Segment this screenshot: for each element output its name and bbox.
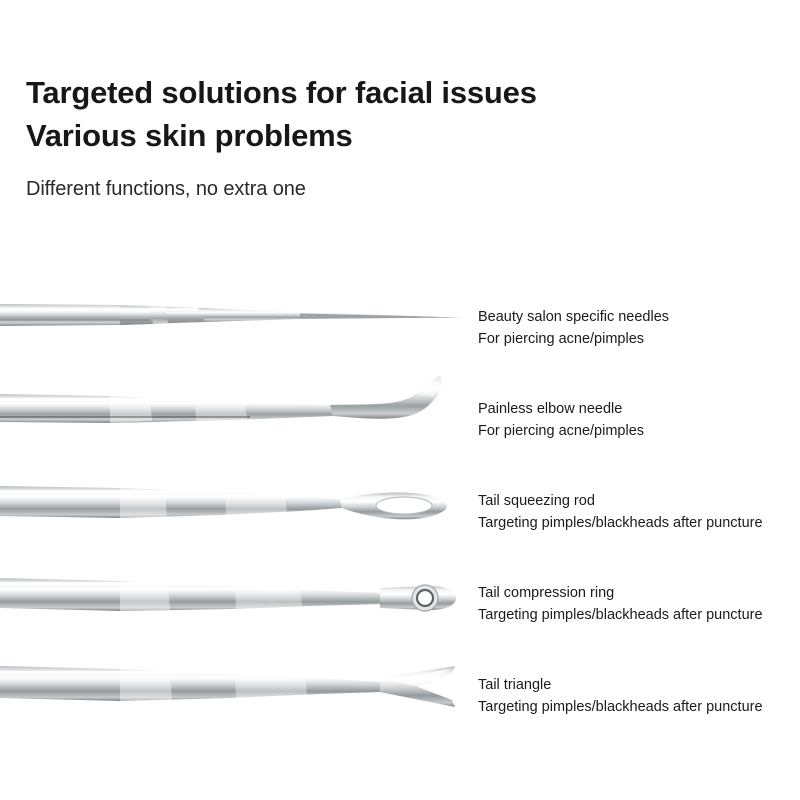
headline-line-1: Targeted solutions for facial issues [26, 75, 537, 110]
subheadline: Different functions, no extra one [26, 177, 306, 200]
tool-title: Tail triangle [478, 677, 552, 693]
tool-title: Tail compression ring [478, 585, 615, 601]
tool-row [0, 364, 800, 456]
compression-ring-tool-image [0, 548, 480, 640]
tool-row [0, 640, 800, 732]
tool-title: Beauty salon specific needles [478, 309, 670, 325]
tool-list [0, 272, 800, 732]
tool-row [0, 548, 800, 640]
tool-description: For piercing acne/pimples [478, 423, 645, 440]
needle-tool-image [0, 272, 480, 364]
tool-description: Targeting pimples/blackheads after puncture [478, 515, 763, 532]
tool-label-group [478, 306, 800, 351]
squeezing-rod-tool-image [0, 456, 480, 548]
tool-row [0, 272, 800, 364]
tool-row [0, 456, 800, 548]
tool-description: Targeting pimples/blackheads after puncture [478, 607, 763, 624]
tool-description: For piercing acne/pimples [478, 331, 645, 348]
heading-block [26, 72, 646, 201]
tool-label-group [478, 490, 800, 535]
triangle-tool-image [0, 640, 480, 732]
tool-label-group [478, 674, 800, 719]
tool-title: Tail squeezing rod [478, 493, 595, 509]
tool-description: Targeting pimples/blackheads after puncture [478, 699, 763, 716]
tool-label-group [478, 582, 800, 627]
headline-line-2: Various skin problems [26, 117, 353, 153]
tool-label-group [478, 398, 800, 443]
elbow-needle-tool-image [0, 364, 480, 456]
tool-title: Painless elbow needle [478, 401, 623, 417]
